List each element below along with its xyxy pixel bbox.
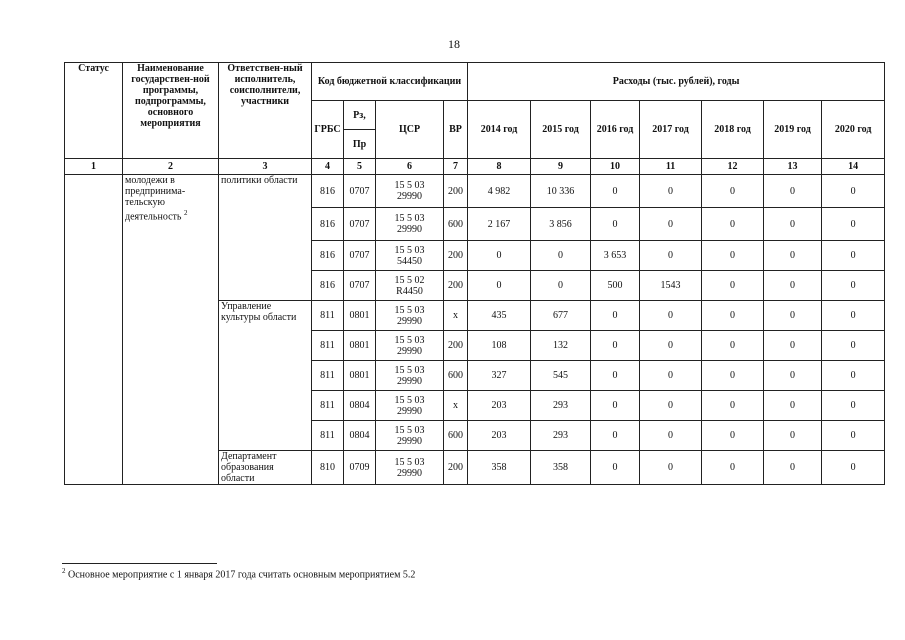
expense-cell: 293 — [531, 421, 591, 451]
expense-cell: 677 — [531, 301, 591, 331]
program-name-text: молодежи в предпринима-тельскую деятельность — [125, 175, 186, 223]
column-number: 6 — [376, 159, 444, 175]
expense-cell: 0 — [764, 451, 822, 485]
rzpr-cell: 0709 — [344, 451, 376, 485]
expense-cell: 1543 — [640, 271, 702, 301]
expense-cell: 0 — [468, 271, 531, 301]
grbs-cell: 810 — [312, 451, 344, 485]
vr-cell: х — [444, 391, 468, 421]
rzpr-cell: 0801 — [344, 361, 376, 391]
rzpr-cell: 0707 — [344, 175, 376, 208]
grbs-cell: 816 — [312, 271, 344, 301]
vr-cell: 600 — [444, 208, 468, 241]
expense-cell: 0 — [640, 451, 702, 485]
expense-cell: 132 — [531, 331, 591, 361]
grbs-cell: 816 — [312, 175, 344, 208]
expense-cell: 0 — [764, 421, 822, 451]
column-number: 11 — [640, 159, 702, 175]
csr-code-part: 15 5 03 — [394, 424, 425, 436]
expense-cell: 358 — [531, 451, 591, 485]
column-number: 3 — [219, 159, 312, 175]
csr-cell — [376, 271, 444, 301]
csr-code-part: 15 5 03 — [394, 456, 425, 468]
vr-cell: 600 — [444, 421, 468, 451]
csr-code-part: 15 5 03 — [394, 180, 425, 191]
expense-cell: 0 — [702, 271, 764, 301]
column-number: 4 — [312, 159, 344, 175]
expense-cell: 0 — [640, 241, 702, 271]
expense-cell: 108 — [468, 331, 531, 361]
expense-cell: 3 653 — [591, 241, 640, 271]
expense-cell: 358 — [468, 451, 531, 485]
grbs-cell: 811 — [312, 331, 344, 361]
expense-cell: 0 — [591, 208, 640, 241]
expense-cell: 0 — [702, 175, 764, 208]
column-number: 13 — [764, 159, 822, 175]
expense-cell: 0 — [822, 175, 885, 208]
csr-code-part: 15 5 03 — [394, 364, 425, 376]
expense-cell: 435 — [468, 301, 531, 331]
expense-cell: 0 — [702, 301, 764, 331]
csr-code-part: 15 5 03 — [394, 304, 425, 316]
expense-cell: 0 — [591, 361, 640, 391]
header-responsible: Ответствен-ный исполнитель, соисполнители, участники — [219, 63, 312, 159]
vr-cell: 600 — [444, 361, 468, 391]
csr-code-part: 54450 — [397, 255, 422, 267]
expense-cell: 0 — [531, 271, 591, 301]
expense-cell: 0 — [702, 331, 764, 361]
csr-code-part: 29990 — [397, 315, 422, 327]
column-number: 1 — [65, 159, 123, 175]
rzpr-cell: 0801 — [344, 301, 376, 331]
expense-cell: 0 — [591, 421, 640, 451]
expense-cell: 327 — [468, 361, 531, 391]
expense-cell: 0 — [764, 391, 822, 421]
expense-cell: 4 982 — [468, 175, 531, 208]
header-year-2017: 2017 год — [640, 101, 702, 159]
header-csr: ЦСР — [376, 101, 444, 159]
expense-cell: 0 — [702, 241, 764, 271]
vr-cell: 200 — [444, 331, 468, 361]
header-grbs: ГРБС — [312, 101, 344, 159]
header-budget-code: Код бюджетной классификации — [312, 63, 468, 101]
csr-code-part: 29990 — [397, 375, 422, 387]
rzpr-cell: 0707 — [344, 241, 376, 271]
csr-cell — [376, 421, 444, 451]
csr-cell — [376, 208, 444, 241]
participant-cell: Департамент образования области — [219, 451, 312, 485]
csr-code-part: 29990 — [397, 345, 422, 357]
header-year-2019: 2019 год — [764, 101, 822, 159]
expense-cell: 0 — [591, 175, 640, 208]
csr-cell — [376, 241, 444, 271]
csr-code-part: 15 5 03 — [394, 244, 425, 256]
header-rz: Рз, — [344, 101, 376, 130]
column-numbers-row — [65, 159, 885, 175]
expense-cell: 545 — [531, 361, 591, 391]
expense-cell: 0 — [640, 175, 702, 208]
grbs-cell: 811 — [312, 421, 344, 451]
footnote-text: Основное мероприятие с 1 января 2017 года считать основным мероприятием 5.2 — [68, 569, 416, 581]
status-cell — [65, 175, 123, 485]
csr-code-part: 15 5 03 — [394, 394, 425, 406]
expense-cell: 0 — [822, 451, 885, 485]
grbs-cell: 816 — [312, 241, 344, 271]
column-number: 7 — [444, 159, 468, 175]
grbs-cell: 816 — [312, 208, 344, 241]
expense-cell: 0 — [764, 175, 822, 208]
rzpr-cell: 0804 — [344, 391, 376, 421]
expense-cell: 0 — [702, 421, 764, 451]
expense-cell: 0 — [468, 241, 531, 271]
expense-cell: 0 — [764, 331, 822, 361]
csr-cell — [376, 361, 444, 391]
expense-cell: 0 — [591, 451, 640, 485]
expense-cell: 0 — [764, 301, 822, 331]
grbs-cell: 811 — [312, 361, 344, 391]
expense-cell: 0 — [822, 271, 885, 301]
csr-cell — [376, 175, 444, 208]
expense-cell: 0 — [822, 331, 885, 361]
vr-cell: х — [444, 301, 468, 331]
expense-cell: 0 — [640, 208, 702, 241]
grbs-cell: 811 — [312, 301, 344, 331]
expense-cell: 0 — [702, 361, 764, 391]
rzpr-cell: 0804 — [344, 421, 376, 451]
header-year-2018: 2018 год — [702, 101, 764, 159]
budget-table — [64, 62, 885, 485]
csr-cell — [376, 451, 444, 485]
participant-cell: политики области — [219, 175, 312, 301]
expense-cell: 3 856 — [531, 208, 591, 241]
column-number: 2 — [123, 159, 219, 175]
expense-cell: 0 — [702, 451, 764, 485]
csr-code-part: 29990 — [397, 405, 422, 417]
expense-cell: 0 — [764, 271, 822, 301]
header-year-2014: 2014 год — [468, 101, 531, 159]
expense-cell: 0 — [822, 301, 885, 331]
rzpr-cell: 0801 — [344, 331, 376, 361]
header-status: Статус — [65, 63, 123, 159]
column-number: 12 — [702, 159, 764, 175]
expense-cell: 500 — [591, 271, 640, 301]
expense-cell: 0 — [640, 331, 702, 361]
csr-code-part: 29990 — [397, 191, 422, 202]
expense-cell: 0 — [591, 331, 640, 361]
page-number: 18 — [448, 37, 460, 51]
expense-cell: 0 — [702, 391, 764, 421]
expense-cell: 0 — [764, 361, 822, 391]
rzpr-cell: 0707 — [344, 271, 376, 301]
footnote-marker: 2 — [183, 209, 188, 217]
header-program-name: Наименование государствен-ной программы, подпрограммы, основного мероприятия — [123, 63, 219, 159]
vr-cell: 200 — [444, 451, 468, 485]
expense-cell: 203 — [468, 391, 531, 421]
csr-code-part: 29990 — [397, 435, 422, 447]
csr-cell — [376, 301, 444, 331]
csr-cell — [376, 331, 444, 361]
header-expenses: Расходы (тыс. рублей), годы — [468, 63, 885, 101]
expense-cell: 0 — [822, 421, 885, 451]
column-number: 14 — [822, 159, 885, 175]
csr-code-part: R4450 — [396, 285, 423, 297]
csr-cell — [376, 391, 444, 421]
header-year-2015: 2015 год — [531, 101, 591, 159]
expense-cell: 203 — [468, 421, 531, 451]
footnote — [62, 567, 415, 580]
expense-cell: 0 — [822, 241, 885, 271]
expense-cell: 0 — [591, 391, 640, 421]
header-year-2020: 2020 год — [822, 101, 885, 159]
expense-cell: 0 — [822, 208, 885, 241]
expense-cell: 0 — [822, 361, 885, 391]
header-pr: Пр — [344, 130, 376, 159]
csr-code-part: 15 5 03 — [394, 334, 425, 346]
expense-cell: 0 — [531, 241, 591, 271]
vr-cell: 200 — [444, 241, 468, 271]
csr-code-part: 29990 — [397, 224, 422, 235]
column-number: 8 — [468, 159, 531, 175]
csr-code-part: 29990 — [397, 467, 422, 479]
expense-cell: 0 — [702, 208, 764, 241]
grbs-cell: 811 — [312, 391, 344, 421]
expense-cell: 0 — [640, 421, 702, 451]
program-name-cell — [123, 175, 219, 485]
expense-cell: 0 — [640, 391, 702, 421]
expense-cell: 0 — [640, 361, 702, 391]
column-number: 5 — [344, 159, 376, 175]
expense-cell: 10 336 — [531, 175, 591, 208]
expense-cell: 0 — [591, 301, 640, 331]
vr-cell: 200 — [444, 175, 468, 208]
csr-code-part: 15 5 02 — [394, 274, 425, 286]
header-vr: ВР — [444, 101, 468, 159]
column-number: 9 — [531, 159, 591, 175]
table-row — [65, 175, 885, 208]
participant-cell: Управление культуры области — [219, 301, 312, 451]
csr-code-part: 15 5 03 — [394, 213, 425, 224]
expense-cell: 0 — [640, 301, 702, 331]
expense-cell: 0 — [822, 391, 885, 421]
expense-cell: 0 — [764, 208, 822, 241]
footnote-marker: 2 — [62, 567, 66, 575]
expense-cell: 2 167 — [468, 208, 531, 241]
expense-cell: 0 — [764, 241, 822, 271]
column-number: 10 — [591, 159, 640, 175]
expense-cell: 293 — [531, 391, 591, 421]
vr-cell: 200 — [444, 271, 468, 301]
rzpr-cell: 0707 — [344, 208, 376, 241]
header-year-2016: 2016 год — [591, 101, 640, 159]
footnote-divider — [62, 563, 217, 564]
